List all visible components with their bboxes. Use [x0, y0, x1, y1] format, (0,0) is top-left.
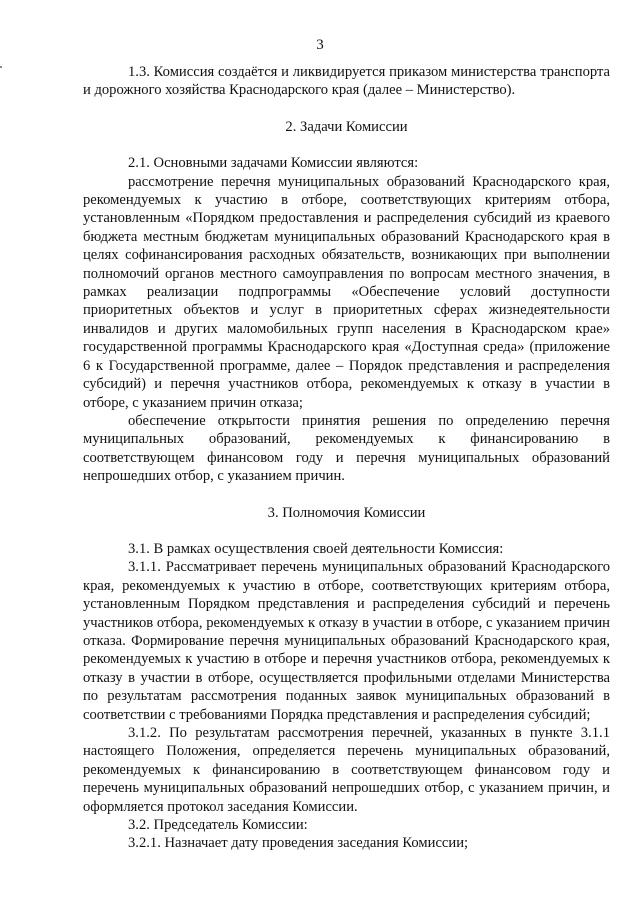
- paragraph-3-2: 3.2. Председатель Комиссии:: [128, 817, 308, 834]
- paragraph-3-1-2: 3.1.2. По результатам рассмотрения перечней, указанных в пункте 3.1.1 настоящего Положения, определяется перечень муниципальных образований, рекомендуемых к финансированию в соответствующем финансовом году и перечень муниципальных образований непрошедших отбор, с указанием причин, и оформляется протокол заседания Комиссии.: [83, 725, 610, 815]
- paragraph-3-2-1: 3.2.1. Назначает дату проведения заседания Комиссии;: [128, 835, 469, 852]
- document-body: [83, 63, 610, 853]
- paragraph-2-1-item-2: обеспечение открытости принятия решения по определению перечня муниципальных образований, рекомендуемых к финансированию в соответствующем финансовом году и перечня муниципальных образований непрошедших отбор, с указанием причин.: [83, 412, 610, 485]
- paragraph-3-1-1: 3.1.1. Рассматривает перечень муниципальных образований Краснодарского края, рекомендуемых к участию в отборе, соответствующих критериям отбора, установленным Порядком представления и распределения субсидий и перечень участников отбора, рекомендуемых к отказу в участии в отборе, с указанием причин отказа. Формирование перечня муниципальных образований Краснодарского края, рекомендуемых к участию в отборе и перечня участников отбора, рекомендуемых к отказу в участии в отборе, осуществляется профильными отделами Министерства по результатам рассмотрения поданных заявок муниципальных образований в соответствии с требованиями Порядка представления и распределения субсидий;: [83, 559, 610, 723]
- section-3-heading: 3. Полномочия Комиссии: [267, 504, 426, 521]
- paragraph-1-3: 1.3. Комиссия создаётся и ликвидируется приказом министерства транспорта и дорожного хозяйства Краснодарского края (далее – Министерство).: [83, 64, 610, 99]
- paragraph-2-1-item-1: рассмотрение перечня муниципальных образований Краснодарского края, рекомендуемых к участию в отборе, соответствующих критериям отбора, установленным «Порядком предоставления и распределения субсидий из краевого бюджета местным бюджетам муниципальных образований Краснодарского края в целях софинансирования расходных обязательств, возникающих при выполнении полномочий органов местного самоуправления по вопросам местного значения, в рамках реализации подпрограммы «Обеспечение условий доступности приоритетных объектов и услуг в приоритетных сферах жизнедеятельности инвалидов и других маломобильных групп населения в Краснодарском крае» государственной программы Краснодарского края «Доступная среда» (приложение 6 к Государственной программе, далее – Порядок представления и распределения субсидий) и перечня участников отбора, рекомендуемых к отказу в участии в отборе, с указанием причин отказа;: [83, 173, 610, 411]
- scan-mark: [0, 66, 2, 68]
- section-2-heading: 2. Задачи Комиссии: [285, 118, 408, 135]
- page-number: 3: [316, 37, 324, 53]
- paragraph-3-1: 3.1. В рамках осуществления своей деятельности Комиссия:: [128, 540, 504, 557]
- paragraph-2-1: 2.1. Основными задачами Комиссии являются:: [128, 155, 419, 172]
